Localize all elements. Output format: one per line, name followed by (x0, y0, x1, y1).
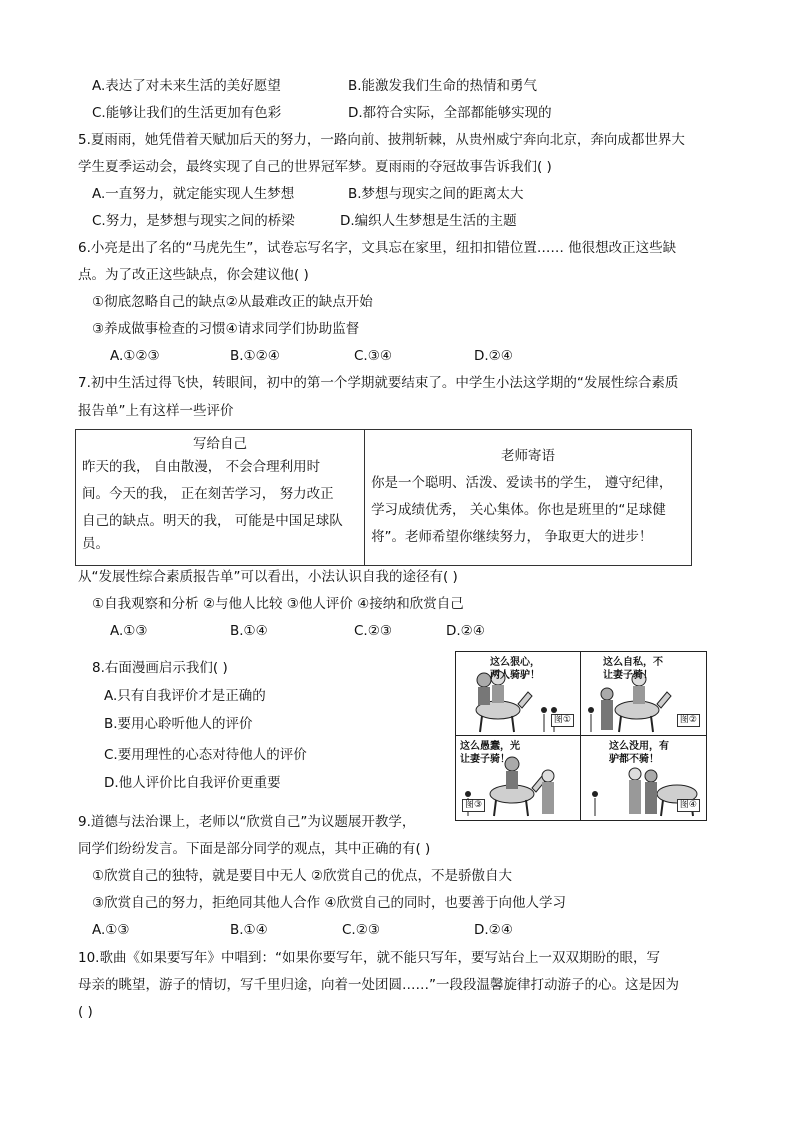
q9-stem-line1: 9.道德与法治课上，老师以“欣赏自己”为议题展开教学， (78, 814, 416, 830)
q5-option-d: D.编织人生梦想是生活的主题 (340, 213, 517, 229)
teacher-comment-text-2: 学习成绩优秀， 关心集体。你也是班里的“足球健 (371, 502, 666, 518)
self-evaluation-text-4: 员。 (82, 536, 109, 552)
q7-stem-line2: 报告单”上有这样一些评价 (78, 403, 234, 419)
q6-items-line2: ③养成做事检查的习惯④请求同学们协助监督 (92, 321, 360, 337)
comic-panel-2 (581, 652, 706, 736)
q6-option-a: A.①②③ (110, 348, 160, 364)
q6-stem-line2: 点。为了改正这些缺点，你会建议他( ) (78, 267, 309, 283)
comic-bubble-4: 这么没用，有 驴都不骑！ (609, 741, 669, 765)
q7-option-b: B.①④ (230, 623, 268, 639)
q8-option-c: C.要用理性的心态对待他人的评价 (104, 747, 307, 763)
q6-option-c: C.③④ (354, 348, 392, 364)
comic-bubble-1: 这么狠心， 两人骑驴！ (490, 657, 540, 681)
comic-label-4: 图④ (677, 799, 700, 812)
q6-stem-line1: 6.小亮是出了名的“马虎先生”，试卷忘写名字，文具忘在家里，纽扣扣错位置…… 他很想改正这些缺 (78, 240, 677, 256)
q9-option-d: D.②④ (474, 922, 513, 938)
q10-stem-line3: ( ) (78, 1004, 93, 1020)
q8-stem: 8.右面漫画启示我们( ) (92, 660, 228, 676)
self-evaluation-header: 写给自己 (193, 436, 248, 452)
q10-stem-line2: 母亲的眺望，游子的情切，写千里归途，向着一处团圆……”一段段温馨旋律打动游子的心。这是因为 (78, 977, 679, 993)
report-card-table (75, 429, 692, 566)
q6-option-d: D.②④ (474, 348, 513, 364)
teacher-comment-header: 老师寄语 (501, 448, 556, 464)
q7-option-a: A.①③ (110, 623, 148, 639)
q7-option-d: D.②④ (446, 623, 485, 639)
comic-panel-4 (581, 736, 706, 820)
self-evaluation-cell (76, 430, 365, 565)
q9-option-b: B.①④ (230, 922, 268, 938)
q10-stem-line1: 10.歌曲《如果要写年》中唱到：“如果你要写年，就不能只写年，要写站台上一双双期盼的眼，写 (78, 950, 660, 966)
q5-option-a: A.一直努力，就定能实现人生梦想 (92, 186, 295, 202)
comic-image (455, 651, 707, 821)
self-evaluation-text-2: 间。今天的我， 正在刻苦学习， 努力改正 (82, 486, 334, 502)
q5-stem-line2: 学生夏季运动会，最终实现了自己的世界冠军梦。夏雨雨的夺冠故事告诉我们( ) (78, 159, 552, 175)
q5-stem-line1: 5.夏雨雨，她凭借着天赋加后天的努力，一路向前、披荆斩棘，从贵州威宁奔向北京，奔向成都世界大 (78, 132, 685, 148)
self-evaluation-text-3: 自己的缺点。明天的我， 可能是中国足球队 (82, 513, 343, 529)
q5-option-b: B.梦想与现实之间的距离太大 (348, 186, 524, 202)
comic-label-1: 图① (551, 714, 574, 727)
teacher-comment-cell (365, 430, 691, 565)
q7-stem-line1: 7.初中生活过得飞快，转眼间，初中的第一个学期就要结束了。中学生小法这学期的“发展性综合素质 (78, 375, 679, 391)
comic-bubble-3: 这么愚蠢，光 让妻子骑！ (460, 741, 520, 765)
q7-items: ①自我观察和分析 ②与他人比较 ③他人评价 ④接纳和欣赏自己 (92, 596, 464, 612)
comic-bubble-2: 这么自私，不 让妻子骑！ (603, 657, 663, 681)
q9-items-line1: ①欣赏自己的独特，就是要目中无人 ②欣赏自己的优点，不是骄傲自大 (92, 868, 512, 884)
q8-option-d: D.他人评价比自我评价更重要 (104, 775, 281, 791)
q9-option-a: A.①③ (92, 922, 130, 938)
q6-option-b: B.①②④ (230, 348, 280, 364)
q4-option-d: D.都符合实际，全部都能够实现的 (348, 105, 552, 121)
teacher-comment-text-3: 将”。老师希望你继续努力， 争取更大的进步！ (371, 529, 653, 545)
q7-option-c: C.②③ (354, 623, 392, 639)
q5-option-c: C.努力，是梦想与现实之间的桥梁 (92, 213, 295, 229)
teacher-comment-text-1: 你是一个聪明、活泼、爱读书的学生， 遵守纪律， (371, 475, 673, 491)
comic-label-2: 图② (677, 714, 700, 727)
q8-option-b: B.要用心聆听他人的评价 (104, 716, 253, 732)
q4-option-c: C.能够让我们的生活更加有色彩 (92, 105, 282, 121)
q8-option-a: A.只有自我评价才是正确的 (104, 688, 266, 704)
comic-panel-3 (456, 736, 581, 820)
q9-stem-line2: 同学们纷纷发言。下面是部分同学的观点，其中正确的有( ) (78, 841, 431, 857)
q4-option-a: A.表达了对未来生活的美好愿望 (92, 78, 281, 94)
self-evaluation-text-1: 昨天的我， 自由散漫， 不会合理利用时 (82, 459, 321, 475)
q9-items-line2: ③欣赏自己的努力，拒绝同其他人合作 ④欣赏自己的同时，也要善于向他人学习 (92, 895, 566, 911)
q6-items-line1: ①彻底忽略自己的缺点②从最难改正的缺点开始 (92, 294, 373, 310)
comic-label-3: 图③ (462, 799, 485, 812)
q9-option-c: C.②③ (342, 922, 380, 938)
q7-question: 从“发展性综合素质报告单”可以看出，小法认识自我的途径有( ) (78, 569, 458, 585)
comic-panel-1 (456, 652, 581, 736)
q4-option-b: B.能激发我们生命的热情和勇气 (348, 78, 538, 94)
